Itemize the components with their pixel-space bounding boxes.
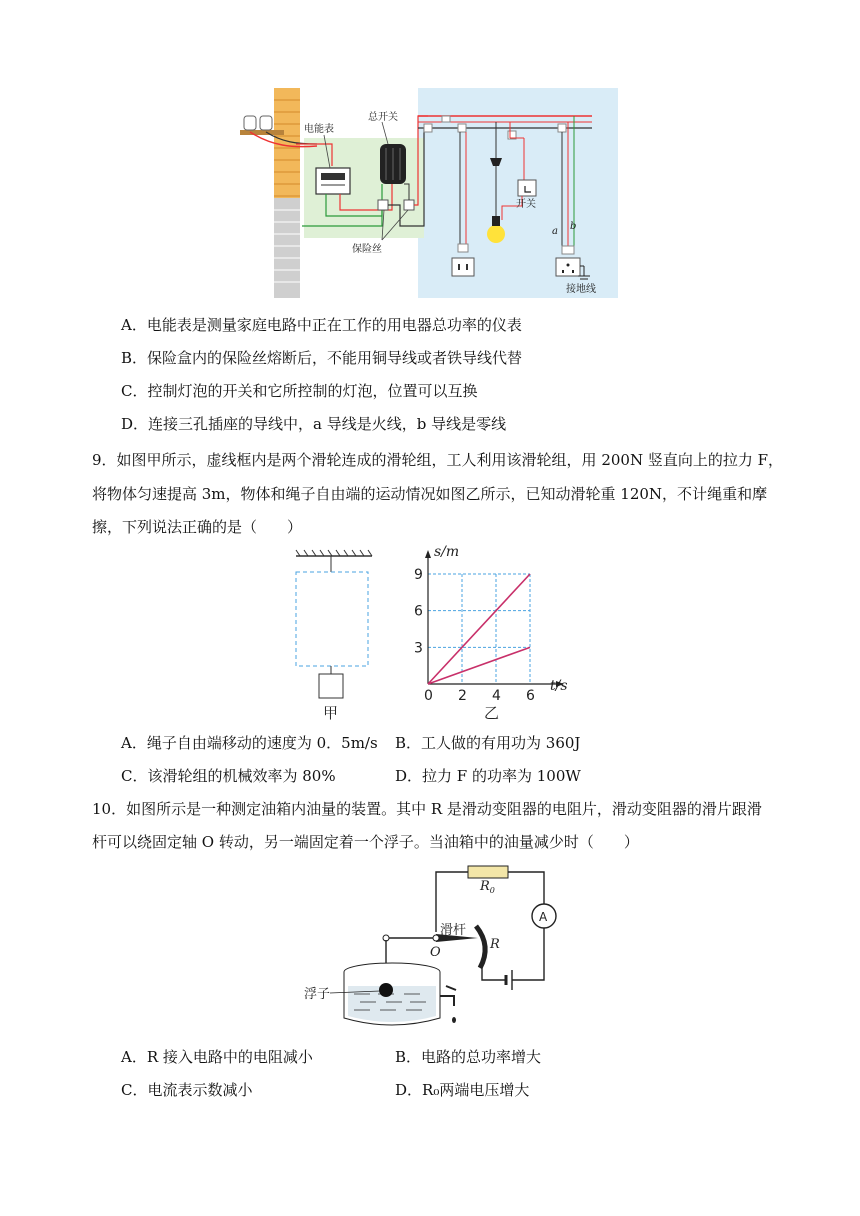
tap-icon bbox=[440, 986, 456, 1023]
pulley-diagram bbox=[288, 548, 378, 723]
rheostat-r bbox=[476, 926, 485, 968]
y-tick-label: 3 bbox=[414, 640, 423, 657]
socket-icon bbox=[452, 258, 474, 276]
q8-option-b: B．保险盒内的保险丝熔断后，不能用铜导线或者铁导线代替 bbox=[121, 349, 523, 367]
q10-option-c: C．电流表示数减小 bbox=[121, 1081, 253, 1099]
q10-option-d: D．R₀两端电压增大 bbox=[395, 1081, 530, 1099]
insulator-icon bbox=[244, 116, 272, 130]
q9-option-b: B．工人做的有用功为 360J bbox=[395, 734, 581, 752]
label-yi: 乙 bbox=[484, 704, 500, 722]
energy-meter-icon bbox=[316, 168, 350, 194]
q10-stem-line-2: 杆可以绕固定轴 O 转动，另一端固定着一个浮子。当油箱中的油量减少时（ ） bbox=[92, 833, 639, 851]
series-line-1 bbox=[428, 574, 530, 684]
ammeter-label: A bbox=[539, 910, 548, 924]
q8-option-c: C．控制灯泡的开关和它所控制的灯泡，位置可以互换 bbox=[121, 382, 478, 400]
label-switch: 开关 bbox=[516, 199, 536, 210]
x-tick-label: 4 bbox=[492, 688, 501, 704]
q9-option-a: A．绳子自由端移动的速度为 0．5m/s bbox=[121, 734, 378, 752]
label-wire-a: a bbox=[552, 226, 558, 237]
weight-block bbox=[319, 674, 343, 698]
label-r: R bbox=[490, 937, 500, 952]
q8-option-a: A．电能表是测量家庭电路中正在工作的用电器总功率的仪表 bbox=[121, 316, 522, 334]
main-switch-icon bbox=[380, 144, 406, 184]
q10-option-a: A．R 接入电路中的电阻减小 bbox=[121, 1048, 313, 1066]
x-tick-label: 2 bbox=[458, 688, 467, 704]
label-r0: $R_0$ bbox=[480, 879, 495, 895]
oil-gauge-diagram bbox=[300, 860, 560, 1035]
battery-icon bbox=[506, 970, 512, 990]
y-axis-arrow bbox=[425, 550, 431, 558]
q8-option-d: D．连接三孔插座的导线中，a 导线是火线，b 导线是零线 bbox=[121, 415, 507, 433]
q9-stem-line-2: 将物体匀速提高 3m，物体和绳子自由端的运动情况如图乙所示，已知动滑轮重 120N，不计绳重和摩 bbox=[92, 485, 768, 503]
q10-stem-line-1: 10．如图所示是一种测定油箱内油量的装置。其中 R 是滑动变阻器的电阻片，滑动变阻器的滑片跟滑 bbox=[92, 800, 762, 818]
label-energy-meter: 电能表 bbox=[304, 124, 334, 135]
y-tick-label: 6 bbox=[414, 603, 423, 620]
oil-tank bbox=[344, 963, 440, 1025]
chart-ylabel: s/m bbox=[434, 544, 460, 560]
resistor-r0 bbox=[468, 866, 508, 878]
label-o: O bbox=[430, 945, 441, 960]
three-hole-socket-icon bbox=[556, 258, 580, 276]
label-jia: 甲 bbox=[323, 704, 339, 722]
q9-stem-line-1: 9．如图甲所示，虚线框内是两个滑轮连成的滑轮组，工人利用该滑轮组，用 200N 竖直向上的拉力 F， bbox=[92, 451, 784, 469]
label-lever: 滑杆 bbox=[440, 923, 467, 938]
q9-stem-line-3: 擦，下列说法正确的是（ ） bbox=[92, 518, 303, 536]
household-circuit-figure bbox=[232, 86, 622, 300]
label-main-switch: 总开关 bbox=[368, 112, 398, 123]
float-ball bbox=[379, 983, 393, 997]
chart-lines bbox=[428, 574, 530, 684]
label-wire-b: b bbox=[570, 221, 577, 232]
series-line-2 bbox=[428, 647, 530, 684]
q9-option-c: C．该滑轮组的机械效率为 80% bbox=[121, 767, 336, 785]
label-fuse: 保险丝 bbox=[352, 244, 382, 255]
chart-xlabel: t/s bbox=[550, 678, 568, 694]
q9-option-d: D．拉力 F 的功率为 100W bbox=[395, 767, 581, 785]
q10-option-b: B．电路的总功率增大 bbox=[395, 1048, 542, 1066]
chart-axes bbox=[425, 550, 564, 687]
x-tick-label: 0 bbox=[424, 688, 433, 704]
s-t-chart bbox=[408, 542, 578, 724]
x-tick-label: 6 bbox=[526, 688, 535, 704]
pulley-dashed-box bbox=[296, 572, 368, 666]
brick-wall bbox=[274, 88, 300, 298]
y-tick-label: 9 bbox=[414, 567, 423, 583]
label-ground-wire: 接地线 bbox=[566, 284, 596, 295]
wall-switch-icon bbox=[518, 180, 536, 196]
label-float: 浮子 bbox=[304, 987, 331, 1002]
